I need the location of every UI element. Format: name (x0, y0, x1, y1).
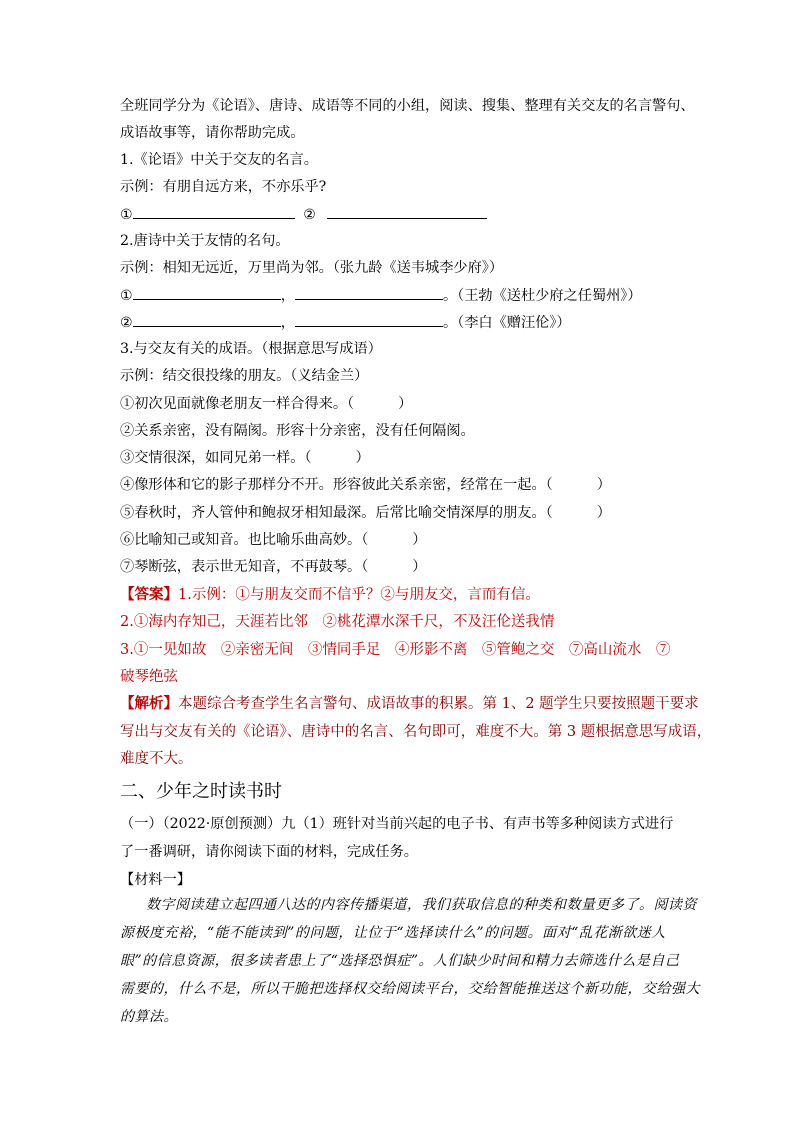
q3-example: 示例：结交很投缘的朋友。（义结金兰） (120, 368, 369, 384)
q1-blanks (120, 204, 487, 225)
q1-blank1-marker: ① (120, 207, 133, 223)
q3-item-4: ④像形体和它的影子那样分不开。形容彼此关系亲密，经常在一起。（ ） (120, 477, 611, 493)
q2-line2-marker: ② (120, 315, 133, 331)
q2-line2-blank-a[interactable] (133, 312, 281, 327)
section2-intro-1: （一）（2022·原创预测）九（1）班针对当前兴起的电子书、有声书等多种阅读方式进行 (120, 816, 674, 832)
q2-line2-source: 。（李白《赠汪伦》） (442, 315, 571, 331)
q3-item-3: ③交情很深，如同兄弟一样。（ ） (120, 450, 370, 466)
analysis-line-3: 难度不大。 (120, 751, 193, 767)
q3-item-7: ⑦琴断弦，表示世无知音，不再鼓琴。（ ） (120, 559, 427, 575)
q3-item-2: ②关系亲密，没有隔阂。形容十分亲密，没有任何隔阂。 (120, 423, 475, 439)
intro-line-1: 全班同学分为《论语》、唐诗、成语等不同的小组，阅读、搜集、整理有关交友的名言警句、 (120, 98, 695, 114)
answer-line-1: 【答案】1.示例：①与朋友交而不信乎？②与朋友交，言而有信。 (120, 586, 540, 603)
answer-line-4: 破琴绝弦 (120, 669, 178, 685)
answer-tag: 【答案】 (120, 586, 178, 603)
section2-title: 二、少年之时读书时 (120, 781, 282, 802)
answer-line-3: 3.①一见如故 ②亲密无间 ③情同手足 ④形影不离 ⑤管鲍之交 ⑦高山流水 ⑦ (120, 642, 671, 658)
analysis-tag: 【解析】 (120, 695, 178, 712)
q2-line1-marker: ① (120, 288, 133, 304)
q2-line1-source: 。（王勃《送杜少府之任蜀州》） (442, 288, 642, 304)
q2-title: 2.唐诗中关于友情的名句。 (120, 233, 290, 249)
q3-title: 3.与交友有关的成语。（根据意思写成语） (120, 341, 382, 357)
q1-title: 1.《论语》中关于交友的名言。 (120, 152, 318, 168)
q3-item-1: ①初次见面就像老朋友一样合得来。（ ） (120, 396, 413, 412)
section2-intro-2: 了一番调研，请你阅读下面的材料，完成任务。 (120, 844, 418, 860)
q2-example: 示例：相知无远近，万里尚为邻。（张九龄《送韦城李少府》） (120, 260, 504, 276)
q1-blank2-marker: ② (303, 207, 316, 223)
q2-line2-blank-b[interactable] (295, 312, 443, 327)
analysis-line-1: 【解析】本题综合考查学生名言警句、成语故事的积累。第 1、2 题学生只要按照题干要求 (120, 695, 699, 712)
q2-line1 (120, 285, 642, 306)
q1-blank1-field[interactable] (133, 204, 295, 219)
q2-line1-blank-a[interactable] (133, 285, 281, 300)
q1-blank2-field[interactable] (327, 204, 487, 219)
q2-line2 (120, 312, 571, 333)
q2-line2-comma: ， (280, 315, 295, 331)
intro-line-2: 成语故事等，请你帮助完成。 (120, 125, 305, 141)
answer-line-2: 2.①海内存知己，天涯若比邻 ②桃花潭水深千尺，不及汪伦送我情 (120, 614, 555, 630)
material-line-1: 数字阅读建立起四通八达的内容传播渠道，我们获取信息的种类和数量更多了。阅读资 (146, 897, 697, 913)
q2-line1-blank-b[interactable] (295, 285, 443, 300)
q3-item-5: ⑤春秋时，齐人管仲和鲍叔牙相知最深。后常比喻交情深厚的朋友。（ ） (120, 505, 611, 521)
q1-example: 示例：有朋自远方来，不亦乐乎? (120, 179, 327, 195)
analysis-line-2: 写出与交友有关的《论语》、唐诗中的名言、名句即可，难度不大。第 3 题根据意思写成语， (120, 724, 712, 740)
q3-item-6: ⑥比喻知己或知音。也比喻乐曲高妙。（ ） (120, 532, 427, 548)
q2-line1-comma: ， (280, 288, 295, 304)
material-label: 【材料一】 (120, 872, 191, 888)
material-line-3: 眼”的信息资源，很多读者患上了“选择恐惧症”。人们缺少时间和精力去筛选什么是自己 (120, 953, 680, 969)
material-line-4: 需要的，什么不是，所以干脆把选择权交给阅读平台，交给智能推送这个新功能，交给强大 (120, 981, 700, 997)
material-line-2: 源极度充裕，“能不能读到”的问题，让位于“选择读什么”的问题。面对“乱花渐欲迷人 (120, 925, 666, 941)
material-line-5: 的算法。 (120, 1009, 178, 1025)
